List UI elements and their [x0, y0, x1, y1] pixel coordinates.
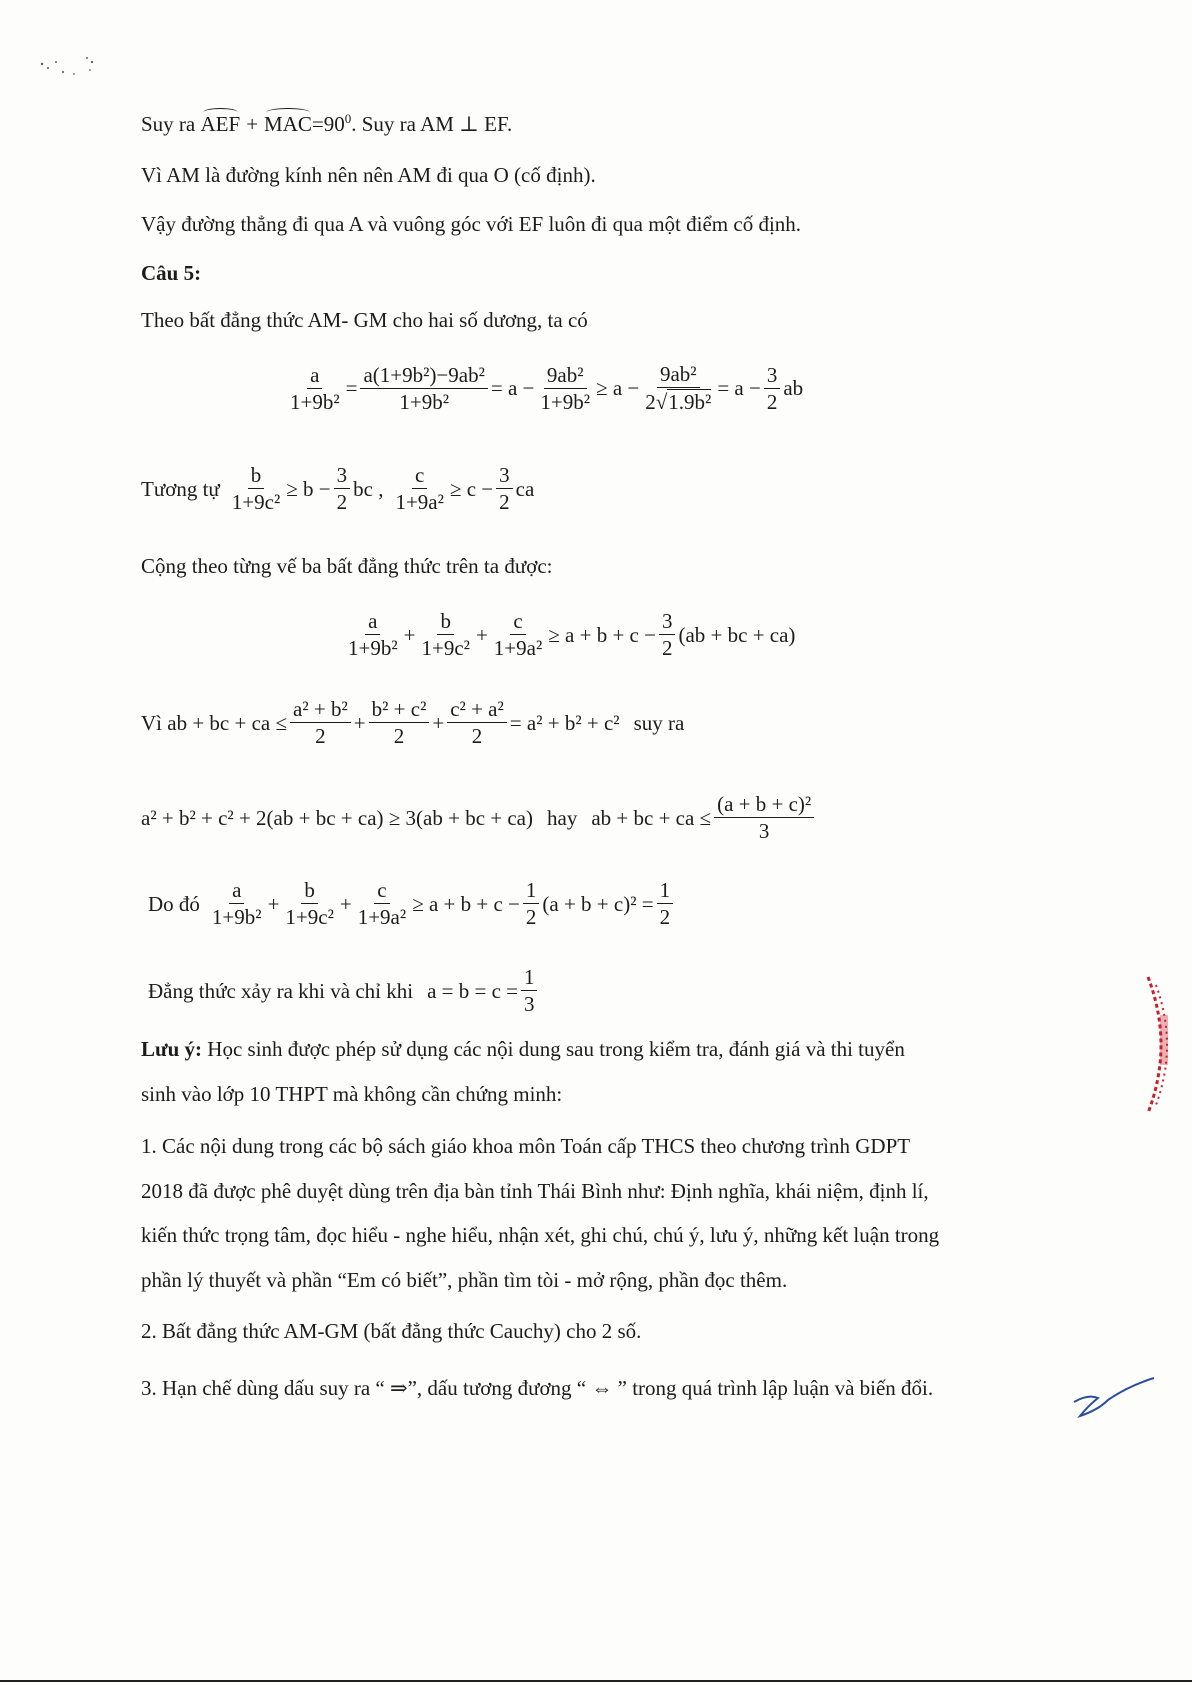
- denominator: 1+9c²: [421, 636, 470, 660]
- text: . Suy ra AM ⊥ EF.: [351, 112, 513, 136]
- numerator: 3: [334, 463, 351, 489]
- numerator: 1: [523, 878, 540, 904]
- text: Đẳng thức xảy ra khi và chỉ khi: [148, 978, 414, 1003]
- denominator: 2: [471, 724, 483, 748]
- denominator: 2: [315, 724, 326, 748]
- bottom-border: [0, 1680, 1192, 1682]
- plus-sign: +: [339, 891, 352, 916]
- denominator: 2: [393, 724, 405, 748]
- text: Vì ab + bc + ca ≤: [141, 710, 287, 735]
- fraction: [764, 363, 781, 414]
- fraction: [334, 463, 351, 514]
- plus-sign: +: [403, 622, 416, 647]
- numerator: b: [248, 463, 265, 489]
- denominator: 2√1.9b²: [645, 390, 712, 414]
- denominator: 1+9b²: [540, 389, 591, 414]
- denominator: 1+9a²: [493, 636, 543, 660]
- scan-noise-marks: [30, 50, 110, 90]
- text: (a + b + c)² =: [542, 891, 654, 916]
- equation-do-do: [148, 878, 676, 929]
- text: Suy ra: [141, 112, 201, 136]
- plus-sign: +: [353, 710, 366, 735]
- denominator: 1+9c²: [231, 490, 281, 514]
- numerator: (a + b + c)²: [714, 792, 814, 818]
- fraction: [491, 609, 545, 660]
- item-1-line-1: 1. Các nội dung trong các bộ sách giáo khoa môn Toán cấp THCS theo chương trình GDPT: [141, 1134, 911, 1158]
- arc-aef: AEF: [200, 112, 241, 136]
- line-am-gm: Theo bất đẳng thức AM- GM cho hai số dương, ta có: [141, 308, 588, 332]
- denominator: 2: [766, 389, 778, 414]
- item-1-line-2: 2018 đã được phê duyệt dùng trên địa bàn tỉnh Thái Bình như: Định nghĩa, khái niệm, định lí,: [141, 1179, 929, 1203]
- note-line-2: sinh vào lớp 10 THPT mà không cần chứng minh:: [141, 1082, 563, 1106]
- plus-sign: +: [246, 112, 259, 136]
- numerator: a: [229, 878, 244, 904]
- numerator: 1: [521, 965, 538, 991]
- red-stamp-edge-icon: [1140, 975, 1180, 1115]
- denominator: 2: [661, 636, 673, 660]
- fraction: [355, 878, 409, 929]
- denominator: 2: [336, 490, 348, 514]
- text: Tương tự: [141, 476, 220, 501]
- fraction: [523, 878, 540, 929]
- line-am-diameter: Vì AM là đường kính nên nên AM đi qua O (cố định).: [141, 163, 596, 187]
- note-label: Lưu ý:: [141, 1037, 203, 1061]
- operator: = a −: [490, 376, 535, 400]
- numerator: b: [437, 609, 454, 635]
- text: = a² + b² + c²: [509, 710, 620, 735]
- numerator: c: [374, 878, 389, 904]
- numerator: a² + b²: [290, 697, 351, 723]
- numerator: c² + a²: [447, 697, 507, 723]
- numerator: b² + c²: [369, 697, 430, 723]
- operator: ≥ c −: [449, 476, 494, 501]
- arc-mac: MAC: [264, 112, 312, 136]
- text: ab + bc + ca ≤: [591, 805, 712, 830]
- denominator: 1+9b²: [290, 389, 340, 414]
- equation-tuong-tu: [141, 463, 534, 514]
- operator: = a −: [717, 376, 761, 400]
- fraction: [537, 363, 593, 414]
- numerator: b: [301, 878, 318, 904]
- fraction: [714, 792, 814, 843]
- denominator: 1+9b²: [399, 389, 449, 414]
- text: ca: [515, 476, 535, 501]
- plus-sign: +: [475, 622, 488, 647]
- line-conclusion: Vậy đường thẳng đi qua A và vuông góc với EF luôn đi qua một điểm cố định.: [141, 212, 802, 236]
- fraction: [392, 463, 446, 514]
- text: Học sinh được phép sử dụng các nội dung sau trong kiểm tra, đánh giá và thi tuyển: [202, 1037, 905, 1061]
- item-3: 3. Hạn chế dùng dấu suy ra “ ⇒”, dấu tương đương “ ⇔ ” trong quá trình lập luận và biến đổi.: [141, 1376, 934, 1400]
- numerator: c: [510, 609, 525, 635]
- item-1-line-4: phần lý thuyết và phần “Em có biết”, phần tìm tòi - mở rộng, phần đọc thêm.: [141, 1268, 788, 1292]
- operator: ≥ a + b + c −: [548, 622, 656, 647]
- fraction: [360, 363, 487, 414]
- numerator: 3: [764, 363, 781, 389]
- numerator: 9ab²: [544, 363, 587, 389]
- fraction: [209, 878, 265, 929]
- denominator: 3: [758, 819, 770, 843]
- denominator: 2: [659, 905, 671, 929]
- fraction: [521, 965, 538, 1016]
- equation-vi: [141, 697, 684, 748]
- fraction: [447, 697, 507, 748]
- numerator: a: [307, 363, 322, 389]
- text: a² + b² + c² + 2(ab + bc + ca) ≥ 3(ab + bc + ca): [141, 805, 533, 830]
- denominator: 1+9c²: [285, 905, 334, 929]
- fraction: [659, 609, 676, 660]
- equation-1: [284, 362, 803, 414]
- fraction: [290, 697, 351, 748]
- equals-90: =90: [311, 112, 345, 136]
- operator: ≥ a + b + c −: [412, 891, 520, 916]
- denominator: 1+9a²: [395, 490, 444, 514]
- fraction: [282, 878, 336, 929]
- item-2: 2. Bất đẳng thức AM-GM (bất đẳng thức Cauchy) cho 2 số.: [141, 1319, 642, 1343]
- degree: 0: [344, 111, 352, 126]
- fraction: [642, 362, 714, 414]
- fraction: [287, 363, 343, 414]
- line-suy-ra-perpendicular: [141, 111, 512, 137]
- numerator: c: [412, 463, 427, 489]
- plus-sign: +: [267, 891, 280, 916]
- denominator: 1+9b²: [211, 905, 262, 929]
- numerator: 3: [496, 463, 513, 489]
- equation-sum: [342, 609, 795, 660]
- fraction: [496, 463, 513, 514]
- numerator: 3: [659, 609, 676, 635]
- line-cong-theo-vе: Cộng theo từng vế ba bất đẳng thức trên ta được:: [141, 554, 553, 578]
- item-1-line-3: kiến thức trọng tâm, đọc hiểu - nghe hiểu, nhận xét, ghi chú, chú ý, lưu ý, những kết luận trong: [141, 1223, 940, 1247]
- text: suy ra: [633, 710, 685, 735]
- equation-hay: [141, 792, 817, 843]
- fraction: [229, 463, 283, 514]
- operator: ≥ b −: [286, 476, 331, 501]
- numerator: a: [365, 609, 380, 635]
- fraction: [657, 878, 674, 929]
- denominator: 2: [525, 905, 537, 929]
- signature-initial-icon: [1068, 1372, 1158, 1422]
- text: hay: [547, 805, 578, 830]
- heading-cau-5: Câu 5:: [141, 261, 202, 285]
- denominator: 3: [523, 992, 535, 1016]
- operator: ≥ a −: [596, 376, 640, 400]
- numerator: 1: [657, 878, 674, 904]
- fraction: [369, 697, 430, 748]
- text: bc ,: [353, 476, 384, 501]
- numerator: 9ab²: [657, 362, 700, 388]
- plus-sign: +: [432, 710, 445, 735]
- note-line-1: [141, 1036, 905, 1062]
- denominator: 2: [499, 490, 510, 514]
- equals-sign: =: [345, 376, 358, 400]
- denominator: 1+9a²: [357, 905, 407, 929]
- numerator: a(1+9b²)−9ab²: [360, 363, 487, 389]
- text: Do đó: [148, 891, 200, 916]
- text: a = b = c =: [427, 978, 518, 1003]
- fraction: [418, 609, 472, 660]
- text: ab: [783, 376, 804, 400]
- text: (ab + bc + ca): [678, 622, 796, 647]
- radicand: 1.9b²: [668, 390, 712, 414]
- equation-dang-thuc: [148, 965, 540, 1016]
- fraction: [345, 609, 401, 660]
- text: 2: [645, 390, 656, 414]
- denominator: 1+9b²: [348, 636, 398, 660]
